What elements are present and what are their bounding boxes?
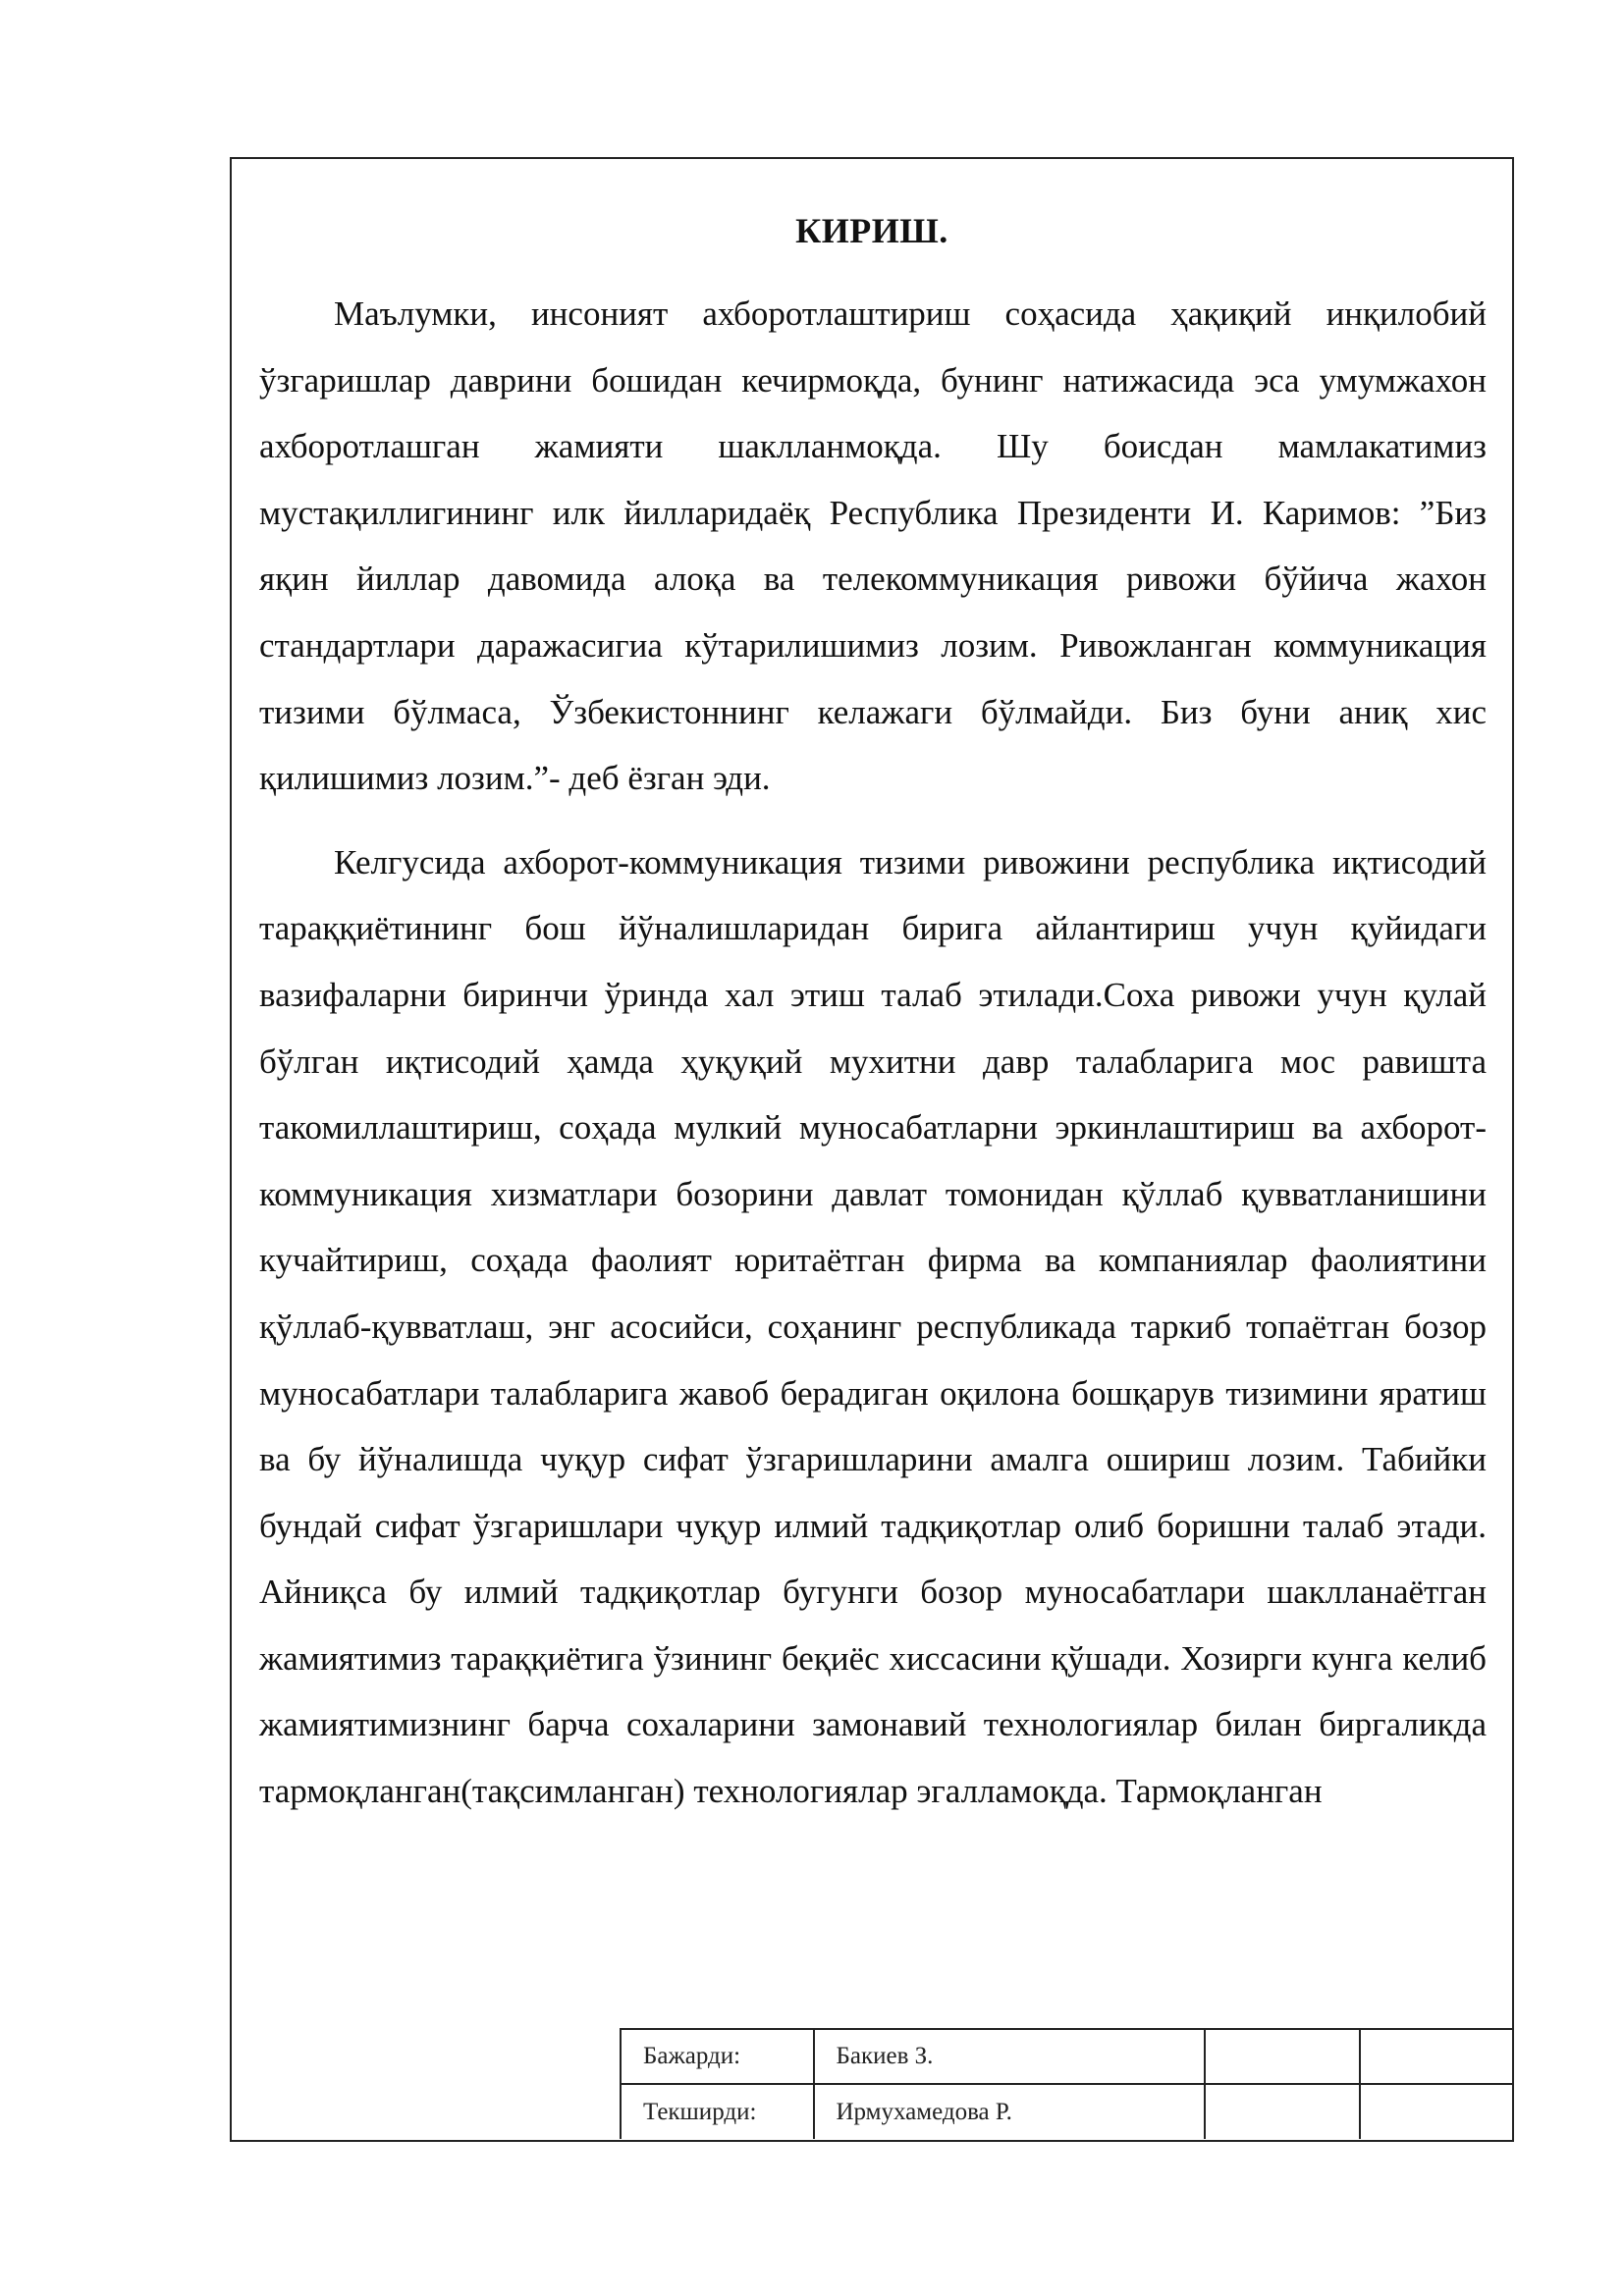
body-text bbox=[259, 281, 1487, 1825]
title-block-empty-cell bbox=[1205, 2084, 1361, 2139]
executed-by-label: Бажарди: bbox=[621, 2029, 814, 2084]
title-block-row-checked bbox=[621, 2084, 1512, 2139]
title-block-row-executed bbox=[621, 2029, 1512, 2084]
title-block-empty-cell bbox=[1205, 2029, 1361, 2084]
title-block-table bbox=[620, 2028, 1512, 2139]
checked-by-label: Текширди: bbox=[621, 2084, 814, 2139]
executed-by-name: Бакиев З. bbox=[814, 2029, 1205, 2084]
page-frame bbox=[230, 157, 1514, 2142]
title-block-empty-cell bbox=[1360, 2029, 1512, 2084]
paragraph-2: Келгусида ахборот-коммуникация тизими ривожини республика иқтисодий тараққиётининг бош йўналишларидан бирига айлантириш учун қуйидаги вазифаларни биринчи ўринда хал этиш талаб этилади.Соха ривожи учун қулай бўлган иқтисодий ҳамда ҳуқуқий мухитни давр талабларига мос равишта такомиллаштириш, соҳада мулкий муносабатларни эркинлаштириш ва ахборот-коммуникация хизматлари бозорини давлат томонидан қўллаб қувватланишини кучайтириш, соҳада фаолият юритаётган фирма ва компаниялар фаолиятини қўллаб-қувватлаш, энг асосийси, соҳанинг республикада таркиб топаётган бозор муносабатлари талабларига жавоб берадиган оқилона бошқарув тизимини яратиш ва бу йўналишда чуқур сифат ўзгаришларини амалга ошириш лозим. Табийки бундай сифат ўзгаришлари чуқур илмий тадқиқотлар олиб боришни талаб этади. Айниқса бу илмий тадқиқотлар бугунги бозор муносабатлари шаклланаётган жамиятимиз тараққиётига ўзининг беқиёс хиссасини қўшади. Хозирги кунга келиб жамиятимизнинг барча сохаларини замонавий технологиялар билан биргаликда тармоқланган(тақсимланган) технологиялар эгалламоқда. Тармоқланган bbox=[259, 842, 1487, 1811]
title-block-empty-cell bbox=[1360, 2084, 1512, 2139]
page-heading: КИРИШ. bbox=[795, 211, 948, 250]
checked-by-name: Ирмухамедова Р. bbox=[814, 2084, 1205, 2139]
paragraph-1: Маълумки, инсоният ахборотлаштириш соҳасида ҳақиқий инқилобий ўзгаришлар даврини бошидан кечирмоқда, бунинг натижасида эса умумжахон ахборотлашган жамияти шаклланмоқда. Шу боисдан мамлакатимиз мустақиллигининг илк йилларидаёқ Республика Президенти И. Каримов: ”Биз яқин йиллар давомида алоқа ва телекоммуникация ривожи бўйича жахон стандартлари даражасигиа кўтарилишимиз лозим. Ривожланган коммуникация тизими бўлмаса, Ўзбекистоннинг келажаги бўлмайди. Биз буни аниқ хис қилишимиз лозим.”- деб ёзган эди. bbox=[259, 294, 1487, 798]
